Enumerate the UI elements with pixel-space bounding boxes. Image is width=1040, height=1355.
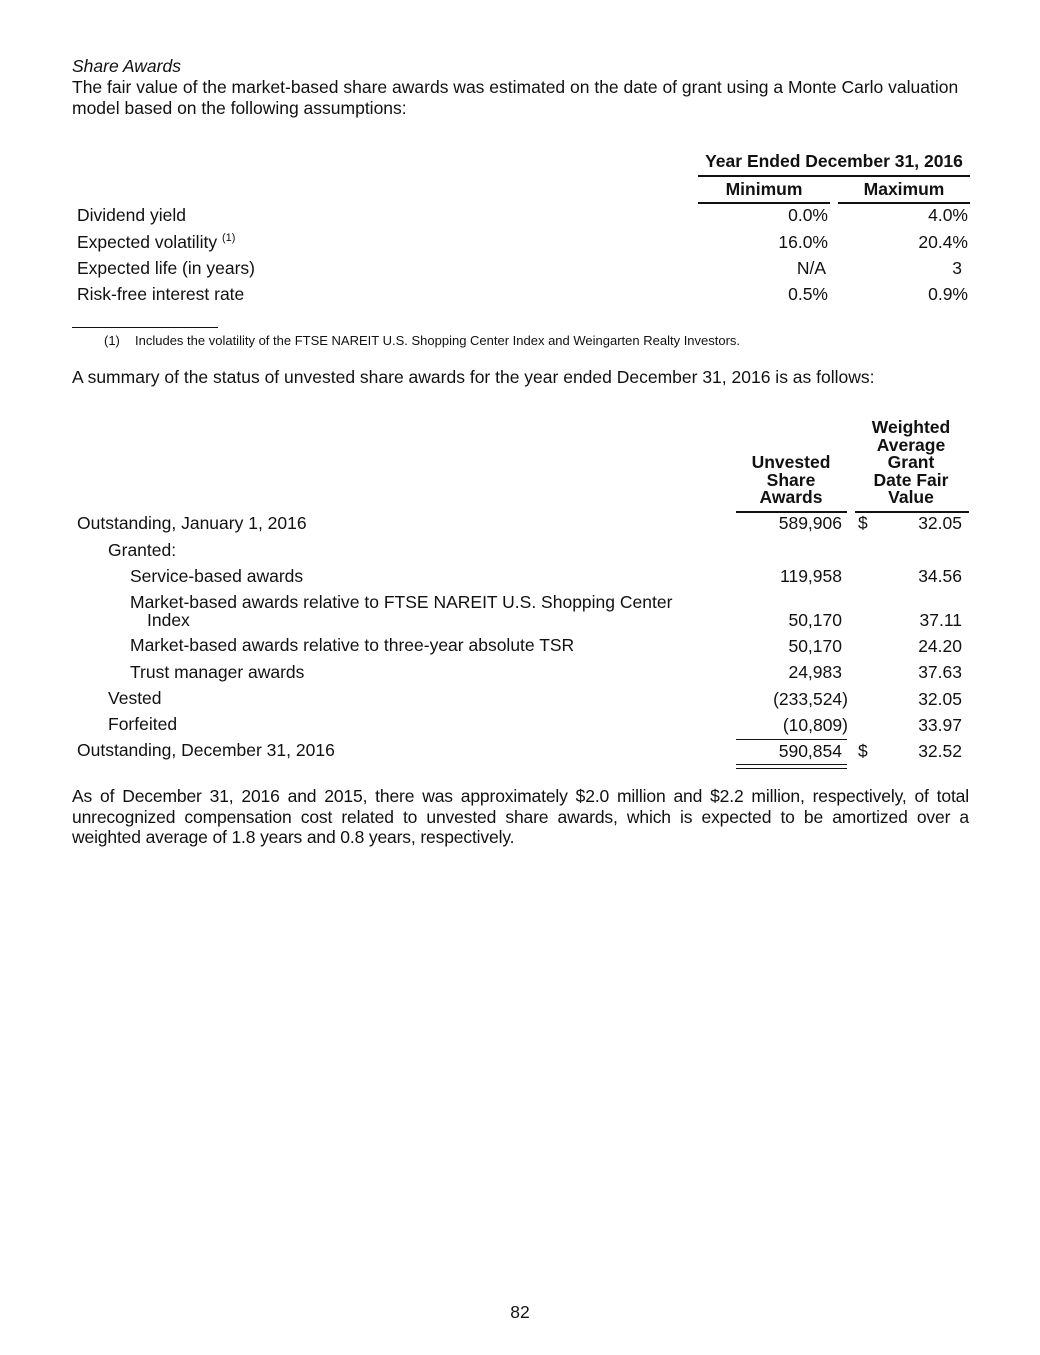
total-double-rule-bottom (736, 768, 847, 769)
assumption-max: 4.0% (928, 205, 968, 225)
row-label: Forfeited (108, 714, 178, 734)
row-label: Service-based awards (130, 566, 304, 586)
row-label: Outstanding, December 31, 2016 (77, 740, 335, 760)
row-label: Trust manager awards (130, 662, 305, 682)
fair-value: 37.63 (918, 662, 962, 682)
awards-value: 589,906 (778, 513, 842, 533)
footnote-ref: (1) (221, 232, 236, 244)
assumption-min: 16.0% (778, 232, 828, 252)
col-minimum-rule (698, 202, 830, 204)
awards-value: 24,983 (788, 662, 842, 682)
footnote-text: Includes the volatility of the FTSE NAREIT U.S. Shopping Center Index and Weingarten Realty Investors. (135, 333, 741, 348)
currency-symbol: $ (858, 513, 868, 533)
col-unvested-header: Unvested Share Awards (751, 452, 831, 507)
assumption-min: 0.0% (788, 205, 828, 225)
currency-symbol: $ (858, 741, 868, 761)
col-weighted-header: Weighted Average Grant Date Fair Value (871, 417, 951, 507)
assumption-max: 20.4% (918, 232, 968, 252)
row-label: Granted: (108, 540, 177, 560)
fair-value: 33.97 (918, 715, 962, 735)
period-header-rule (698, 175, 970, 177)
assumption-label: Expected life (in years) (77, 258, 255, 278)
assumption-label: Dividend yield (77, 205, 186, 225)
awards-value: 590,854 (778, 741, 842, 761)
awards-value: (233,524) (773, 689, 848, 709)
fair-value: 32.52 (918, 741, 962, 761)
row-label: Market-based awards relative to three-year absolute TSR (130, 635, 575, 655)
row-label: Market-based awards relative to FTSE NAREIT U.S. Shopping Center (130, 592, 673, 612)
fair-value: 37.11 (919, 610, 962, 630)
fair-value: 34.56 (918, 566, 962, 586)
assumption-label: Expected volatility $^{(1)}$ (77, 232, 236, 252)
fair-value: 24.20 (918, 636, 962, 656)
period-header: Year Ended December 31, 2016 (705, 151, 963, 171)
assumption-max: 0.9% (928, 284, 968, 304)
row-label: Outstanding, January 1, 2016 (77, 513, 307, 533)
row-label: Vested (108, 688, 162, 708)
closing-paragraph: As of December 31, 2016 and 2015, there was approximately $2.0 million and $2.2 million, respectively, of total unrecognized compensation cost related to unvested share awards, which is expected to be amortized over a weighted average of 1.8 years and 0.8 years, respectively. (72, 786, 969, 847)
assumption-min: 0.5% (788, 284, 828, 304)
awards-value: 50,170 (788, 610, 842, 630)
col-minimum-header: Minimum (725, 179, 803, 199)
row-label-continued: Index (147, 610, 190, 630)
col-maximum-rule (838, 202, 970, 204)
assumption-max: 3 (952, 258, 962, 278)
summary-intro: A summary of the status of unvested share awards for the year ended December 31, 2016 is as follows: (72, 367, 875, 387)
intro-paragraph: The fair value of the market-based share awards was estimated on the date of grant using a Monte Carlo valuation model based on the following assumptions: (72, 77, 959, 118)
assumption-min: N/A (796, 258, 826, 278)
fair-value: 32.05 (918, 689, 962, 709)
col-maximum-header: Maximum (863, 179, 945, 199)
page-number: 82 (510, 1302, 530, 1322)
footnote-separator (72, 327, 218, 328)
total-double-rule-top (736, 764, 847, 765)
awards-value: 119,958 (780, 566, 842, 586)
subtotal-rule (736, 739, 847, 740)
awards-value: (10,809) (782, 715, 848, 735)
section-title: Share Awards (72, 56, 181, 76)
fair-value: 32.05 (918, 513, 962, 533)
footnote-marker: (1) (104, 333, 120, 348)
assumption-label: Risk-free interest rate (77, 284, 245, 304)
awards-value: 50,170 (788, 636, 842, 656)
